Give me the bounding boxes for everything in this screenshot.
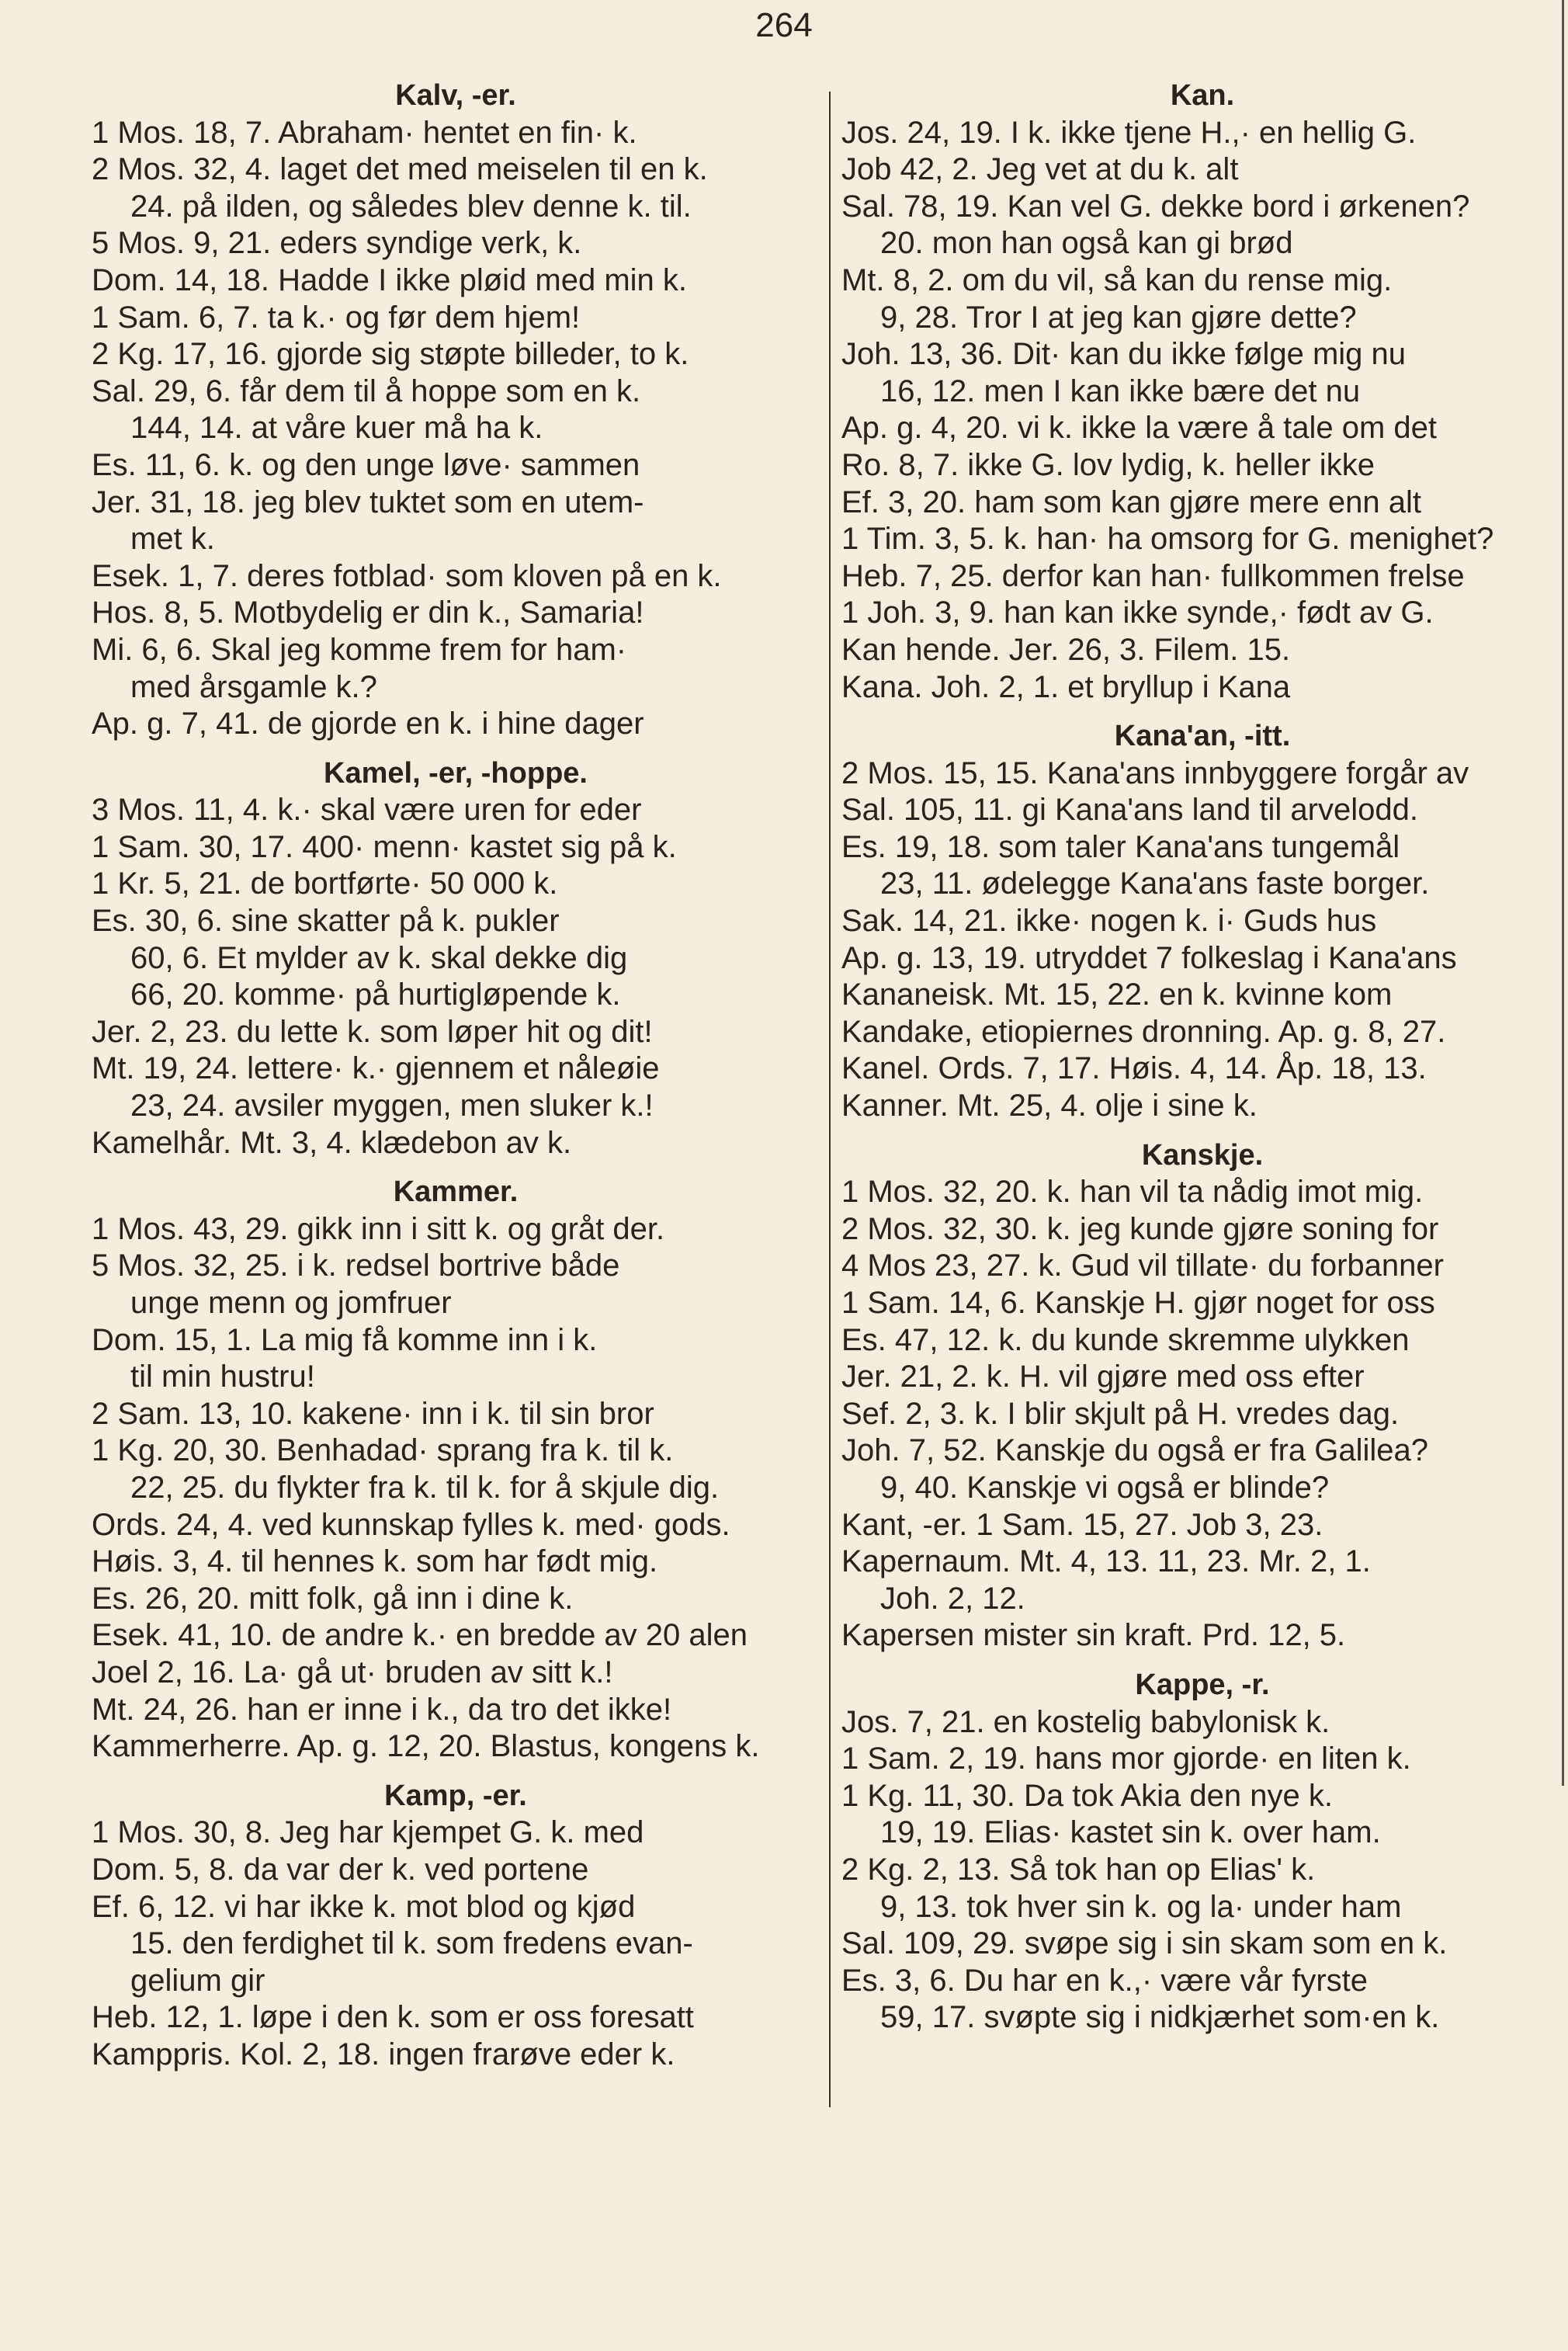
verse-line: Kammerherre. Ap. g. 12, 20. Blastus, kongens k. — [92, 1729, 760, 1764]
page-edge-line — [1562, 0, 1564, 1786]
verse-line: met k. — [130, 522, 215, 557]
verse-line: Es. 47, 12. k. du kunde skremme ulykken — [841, 1322, 1410, 1357]
verse-line: 20. mon han også kan gi brød — [880, 226, 1293, 261]
verse-line: Mt. 24, 26. han er inne i k., da tro det ikke! — [92, 1692, 672, 1727]
verse-line: 2 Mos. 32, 30. k. jeg kunde gjøre soning for — [841, 1211, 1439, 1246]
verse-line: Sal. 78, 19. Kan vel G. dekke bord i ørkenen? — [841, 189, 1470, 224]
verse-line: Jer. 21, 2. k. H. vil gjøre med oss efter — [841, 1360, 1365, 1394]
entry-section — [841, 78, 1563, 706]
verse-line: 2 Mos. 15, 15. Kana'ans innbyggere forgår av — [841, 755, 1469, 790]
verse-line: 24. på ilden, og således blev denne k. til. — [130, 189, 692, 224]
verse-line: 2 Kg. 2, 13. Så tok han op Elias' k. — [841, 1852, 1316, 1887]
verse-line: Ef. 3, 20. ham som kan gjøre mere enn alt — [841, 484, 1422, 519]
verse-line: 15. den ferdighet til k. som fredens evan- — [130, 1926, 693, 1961]
right-column — [841, 78, 1563, 2037]
verse-line: Sal. 105, 11. gi Kana'ans land til arvelodd. — [841, 793, 1418, 828]
verse-line: 9, 40. Kanskje vi også er blinde? — [880, 1470, 1330, 1505]
verse-line: 1 Kg. 20, 30. Benhadad· sprang fra k. til k. — [92, 1433, 674, 1468]
verse-line: Kant, -er. 1 Sam. 15, 27. Job 3, 23. — [841, 1507, 1323, 1542]
verse-line: 19, 19. Elias· kastet sin k. over ham. — [880, 1815, 1381, 1850]
verse-line: unge menn og jomfruer — [130, 1286, 452, 1320]
page-number: 264 — [755, 6, 813, 44]
verse-line: 1 Sam. 2, 19. hans mor gjorde· en liten k. — [841, 1742, 1411, 1776]
verse-line: Jer. 2, 23. du lette k. som løper hit og dit! — [92, 1014, 653, 1049]
verse-line: Jos. 24, 19. I k. ikke tjene H.,· en hellig G. — [841, 115, 1417, 150]
entry-section — [92, 1778, 820, 2074]
entry-section — [841, 1137, 1563, 1655]
verse-line: 59, 17. svøpte sig i nidkjærhet som·en k. — [880, 2000, 1440, 2035]
verse-line: Mi. 6, 6. Skal jeg komme frem for ham· — [92, 632, 627, 667]
verse-line: 144, 14. at våre kuer må ha k. — [130, 411, 543, 446]
verse-line: 1 Mos. 43, 29. gikk inn i sitt k. og gråt der. — [92, 1211, 665, 1246]
verse-line: Kanel. Ords. 7, 17. Høis. 4, 14. Åp. 18, 13. — [841, 1051, 1427, 1086]
verse-line: Ap. g. 13, 19. utryddet 7 folkeslag i Kana'ans — [841, 940, 1457, 975]
verse-line: Kan hende. Jer. 26, 3. Filem. 15. — [841, 632, 1291, 667]
verse-line: 3 Mos. 11, 4. k.· skal være uren for eder — [92, 793, 642, 828]
section-heading: Kamel, -er, -hoppe. — [324, 756, 588, 790]
verse-line: Sef. 2, 3. k. I blir skjult på H. vredes dag. — [841, 1396, 1400, 1431]
verse-line: gelium gir — [130, 1963, 265, 1998]
verse-line: 2 Kg. 17, 16. gjorde sig støpte billeder, to k. — [92, 337, 689, 372]
verse-line: Ap. g. 7, 41. de gjorde en k. i hine dager — [92, 707, 644, 741]
entry-section — [92, 1174, 820, 1766]
verse-line: Jer. 31, 18. jeg blev tuktet som en utem- — [92, 484, 644, 519]
verse-line: Es. 11, 6. k. og den unge løve· sammen — [92, 447, 640, 482]
verse-line: Heb. 7, 25. derfor kan han· fullkommen frelse — [841, 558, 1465, 593]
column-divider — [829, 92, 831, 2107]
verse-line: Es. 3, 6. Du har en k.,· være vår fyrste — [841, 1963, 1369, 1998]
section-heading: Kammer. — [393, 1176, 519, 1209]
verse-line: Ords. 24, 4. ved kunnskap fylles k. med· gods. — [92, 1507, 730, 1542]
verse-line: Job 42, 2. Jeg vet at du k. alt — [841, 152, 1239, 187]
verse-line: 1 Joh. 3, 9. han kan ikke synde,· født av G. — [841, 596, 1434, 630]
verse-line: 1 Tim. 3, 5. k. han· ha omsorg for G. menighet? — [841, 522, 1494, 557]
verse-line: Sak. 14, 21. ikke· nogen k. i· Guds hus — [841, 904, 1377, 939]
verse-line: 1 Sam. 14, 6. Kanskje H. gjør noget for oss — [841, 1286, 1435, 1320]
section-heading: Kamp, -er. — [384, 1779, 527, 1812]
section-heading: Kappe, -r. — [1135, 1668, 1270, 1701]
verse-line: Ef. 6, 12. vi har ikke k. mot blod og kjød — [92, 1889, 636, 1924]
verse-line: Sal. 109, 29. svøpe sig i sin skam som en k. — [841, 1926, 1448, 1961]
section-heading: Kan. — [1170, 79, 1235, 112]
verse-line: Es. 30, 6. sine skatter på k. pukler — [92, 904, 560, 939]
verse-line: 1 Sam. 30, 17. 400· menn· kastet sig på k. — [92, 829, 677, 864]
verse-line: 22, 25. du flykter fra k. til k. for å skjule dig. — [130, 1470, 720, 1505]
verse-line: Joh. 7, 52. Kanskje du også er fra Galilea? — [841, 1433, 1429, 1468]
verse-line: med årsgamle k.? — [130, 669, 377, 704]
verse-line: 4 Mos 23, 27. k. Gud vil tillate· du forbanner — [841, 1248, 1444, 1283]
verse-line: Jos. 7, 21. en kostelig babylonisk k. — [841, 1704, 1330, 1739]
verse-line: Kapernaum. Mt. 4, 13. 11, 23. Mr. 2, 1. — [841, 1544, 1371, 1579]
verse-line: Kamppris. Kol. 2, 18. ingen frarøve eder k. — [92, 2037, 675, 2071]
left-column — [92, 78, 820, 2073]
verse-line: Mt. 19, 24. lettere· k.· gjennem et nåleøie — [92, 1051, 660, 1086]
section-heading: Kanskje. — [1141, 1138, 1264, 1172]
verse-line: Heb. 12, 1. løpe i den k. som er oss foresatt — [92, 2000, 694, 2035]
verse-line: Ro. 8, 7. ikke G. lov lydig, k. heller ikke — [841, 447, 1375, 482]
verse-line: Kananeisk. Mt. 15, 22. en k. kvinne kom — [841, 978, 1393, 1012]
verse-line: Sal. 29, 6. får dem til å hoppe som en k. — [92, 373, 641, 408]
verse-line: Høis. 3, 4. til hennes k. som har født mig. — [92, 1544, 658, 1579]
verse-line: 2 Sam. 13, 10. kakene· inn i k. til sin bror — [92, 1396, 654, 1431]
verse-line: 1 Mos. 18, 7. Abraham· hentet en fin· k. — [92, 115, 637, 150]
verse-line: Hos. 8, 5. Motbydelig er din k., Samaria! — [92, 596, 644, 630]
entry-section — [92, 78, 820, 743]
verse-line: Esek. 1, 7. deres fotblad· som kloven på en k. — [92, 558, 722, 593]
entry-section — [841, 718, 1563, 1125]
verse-line: 1 Kg. 11, 30. Da tok Akia den nye k. — [841, 1778, 1333, 1813]
verse-line: Dom. 15, 1. La mig få komme inn i k. — [92, 1322, 598, 1357]
verse-line: 1 Mos. 30, 8. Jeg har kjempet G. k. med — [92, 1815, 644, 1850]
verse-line: 1 Mos. 32, 20. k. han vil ta nådig imot mig. — [841, 1175, 1424, 1210]
verse-line: Es. 19, 18. som taler Kana'ans tungemål — [841, 829, 1400, 864]
verse-line: 5 Mos. 32, 25. i k. redsel bortrive både — [92, 1248, 620, 1283]
verse-line: til min hustru! — [130, 1360, 315, 1394]
verse-line: Esek. 41, 10. de andre k.· en bredde av 20 alen — [92, 1618, 748, 1653]
verse-line: Mt. 8, 2. om du vil, så kan du rense mig. — [841, 262, 1393, 297]
verse-line: 66, 20. komme· på hurtigløpende k. — [130, 978, 621, 1012]
verse-line: Dom. 5, 8. da var der k. ved portene — [92, 1852, 589, 1887]
verse-line: 1 Sam. 6, 7. ta k.· og før dem hjem! — [92, 300, 581, 335]
section-heading: Kalv, -er. — [395, 79, 516, 112]
verse-line: Joh. 13, 36. Dit· kan du ikke følge mig nu — [841, 337, 1407, 372]
verse-line: Joh. 2, 12. — [880, 1581, 1025, 1616]
verse-line: 5 Mos. 9, 21. eders syndige verk, k. — [92, 226, 582, 261]
verse-line: Kandake, etiopiernes dronning. Ap. g. 8, 27. — [841, 1014, 1446, 1049]
entry-section — [841, 1667, 1563, 2037]
verse-line: 16, 12. men I kan ikke bære det nu — [880, 373, 1361, 408]
verse-line: Dom. 14, 18. Hadde I ikke pløid med min k. — [92, 262, 687, 297]
verse-line: 9, 13. tok hver sin k. og la· under ham — [880, 1889, 1402, 1924]
verse-line: Kanner. Mt. 25, 4. olje i sine k. — [841, 1089, 1258, 1123]
verse-line: 9, 28. Tror I at jeg kan gjøre dette? — [880, 300, 1357, 335]
verse-line: 23, 24. avsiler myggen, men sluker k.! — [130, 1089, 654, 1123]
entry-section — [92, 755, 820, 1162]
verse-line: Kapersen mister sin kraft. Prd. 12, 5. — [841, 1618, 1346, 1653]
verse-line: 60, 6. Et mylder av k. skal dekke dig — [130, 940, 628, 975]
verse-line: Kana. Joh. 2, 1. et bryllup i Kana — [841, 669, 1291, 704]
section-heading: Kana'an, -itt. — [1114, 720, 1291, 753]
verse-line: Ap. g. 4, 20. vi k. ikke la være å tale om det — [841, 411, 1438, 446]
verse-line: 23, 11. ødelegge Kana'ans faste borger. — [880, 866, 1430, 901]
verse-line: Kamelhår. Mt. 3, 4. klædebon av k. — [92, 1125, 572, 1160]
verse-line: 1 Kr. 5, 21. de bortførte· 50 000 k. — [92, 866, 558, 901]
verse-line: 2 Mos. 32, 4. laget det med meiselen til en k. — [92, 152, 708, 187]
verse-line: Joel 2, 16. La· gå ut· bruden av sitt k.! — [92, 1655, 613, 1689]
verse-line: Es. 26, 20. mitt folk, gå inn i dine k. — [92, 1581, 574, 1616]
